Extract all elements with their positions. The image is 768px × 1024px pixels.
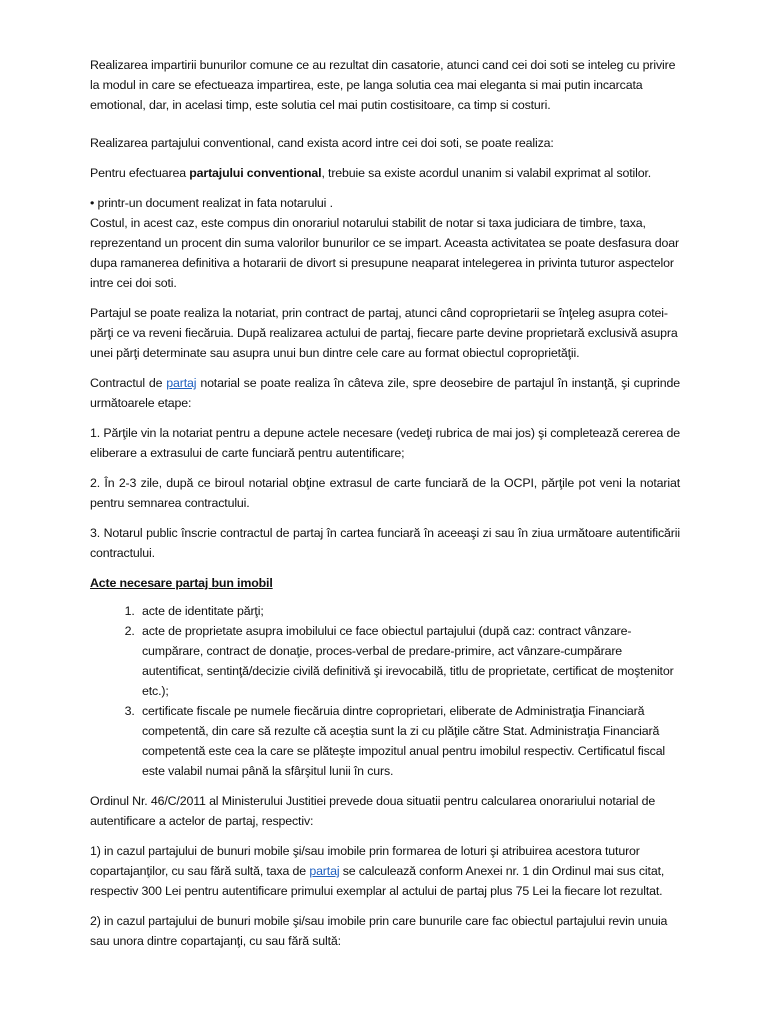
agreement-text-after: , trebuie sa existe acordul unanim si valabil exprimat al sotilor.: [321, 166, 652, 180]
paragraph-intro: Realizarea impartirii bunurilor comune ce au rezultat din casatorie, atunci cand cei doi soti se inteleg cu privire la modul in care se efectueaza impartirea, este, pe langa solutia cea mai eleganta si mai putin incarcata emotional, dar, in acelasi timp, este solutia cel mai putin costisitoare, ca timp si costuri.: [90, 58, 676, 112]
section-heading-acte: Acte necesare partaj bun imobil: [90, 576, 273, 590]
bullet-notary: • printr-un document realizat in fata notarului .: [90, 196, 333, 210]
contract-text-after: notarial se poate realiza în câteva zile, spre deosebire de partajul în instanţă, şi cuprinde următoarele etape:: [90, 376, 680, 410]
step-1: 1. Părţile vin la notariat pentru a depune actele necesare (vedeţi rubrica de mai jos) şi completează cererea de eliberare a extrasului de carte funciară pentru autentificare;: [90, 426, 680, 460]
list-item: 1. acte de identitate părţi;: [138, 601, 680, 621]
agreement-text-before: Pentru efectuarea: [90, 166, 190, 180]
paragraph-contract: [90, 373, 680, 413]
partaj-link[interactable]: partaj: [166, 376, 197, 390]
paragraph-conventional: Realizarea partajului conventional, cand exista acord intre cei doi soti, se poate realiza:: [90, 136, 554, 150]
step-2: 2. În 2-3 zile, după ce biroul notarial obţine extrasul de carte funciară de la OCPI, părţile pot veni la notariat pentru semnarea contractului.: [90, 476, 680, 510]
paragraph-agreement: [90, 163, 680, 183]
agreement-bold-term: partajului conventional: [189, 166, 322, 180]
contract-text-before: Contractul de: [90, 376, 167, 390]
list-item: 2. acte de proprietate asupra imobilului ce face obiectul partajului (după caz: contract vânzare-cumpărare, contract de donaţie, proces-verbal de predare-primire, act vânzare-cumpărare autentificat, sentinţă/decizie civilă definitivă şi irevocabilă, titlu de proprietate, certificat de moştenitor etc.);: [138, 621, 680, 701]
required-documents-list: [90, 601, 680, 781]
case1-text-before: 1) in cazul partajului de bunuri mobile şi/sau imobile prin formarea de loturi şi atribuirea acestora tuturor copartajanţilor, cu sau fără sultă, taxa de: [90, 844, 640, 878]
paragraph-partition-notary: Partajul se poate realiza la notariat, prin contract de partaj, atunci când coproprietarii se înţeleg asupra cotei-părţi ce va reveni fiecăruia. După realizarea actului de partaj, fiecare parte devine proprietară exclusivă asupra unei părţi determinate sau asupra unui bun dintre cele care au format obiectul coproprietăţii.: [90, 306, 678, 360]
list-item: 3. certificate fiscale pe numele fiecăruia dintre coproprietari, eliberate de Administraţia Financiară competentă, din care să rezulte că aceştia sunt la zi cu plăţile către Stat. Administraţia Financiară competentă este cea la care se plăteşte impozitul anual pentru imobilul respectiv. Certificatul fiscal este valabil numai până la sfârşitul lunii în curs.: [138, 701, 680, 781]
paragraph-case-2: 2) in cazul partajului de bunuri mobile şi/sau imobile prin care bunurile care fac obiectul partajului revin unuia sau unora dintre copartajanţi, cu sau fără sultă:: [90, 914, 668, 948]
partaj-link-2[interactable]: partaj: [309, 864, 340, 878]
step-3: 3. Notarul public înscrie contractul de partaj în cartea funciară în aceeaşi zi sau în ziua următoare autentificării contractului.: [90, 526, 680, 560]
paragraph-notary-document: [90, 193, 680, 293]
paragraph-case-1: [90, 841, 680, 901]
paragraph-order: Ordinul Nr. 46/C/2011 al Ministerului Justitiei prevede doua situatii pentru calcularea onorariului notarial de autentificare a actelor de partaj, respectiv:: [90, 794, 656, 828]
cost-description: Costul, in acest caz, este compus din onorariul notarului stabilit de notar si taxa judiciara de timbre, taxa, reprezentand un procent din suma valorilor bunurilor ce se impart. Aceasta activitatea se poate desfasura doar dupa ramanerea definitiva a hotararii de divort si presupune neaparat intelegerea in privinta tuturor aspectelor intre cei doi soti.: [90, 216, 679, 290]
case1-text-after: se calculează conform Anexei nr. 1 din Ordinul mai sus citat, respectiv 300 Lei pentru autentificare primului exemplar al actului de partaj plus 75 Lei la fiecare lot rezultat.: [90, 864, 665, 898]
